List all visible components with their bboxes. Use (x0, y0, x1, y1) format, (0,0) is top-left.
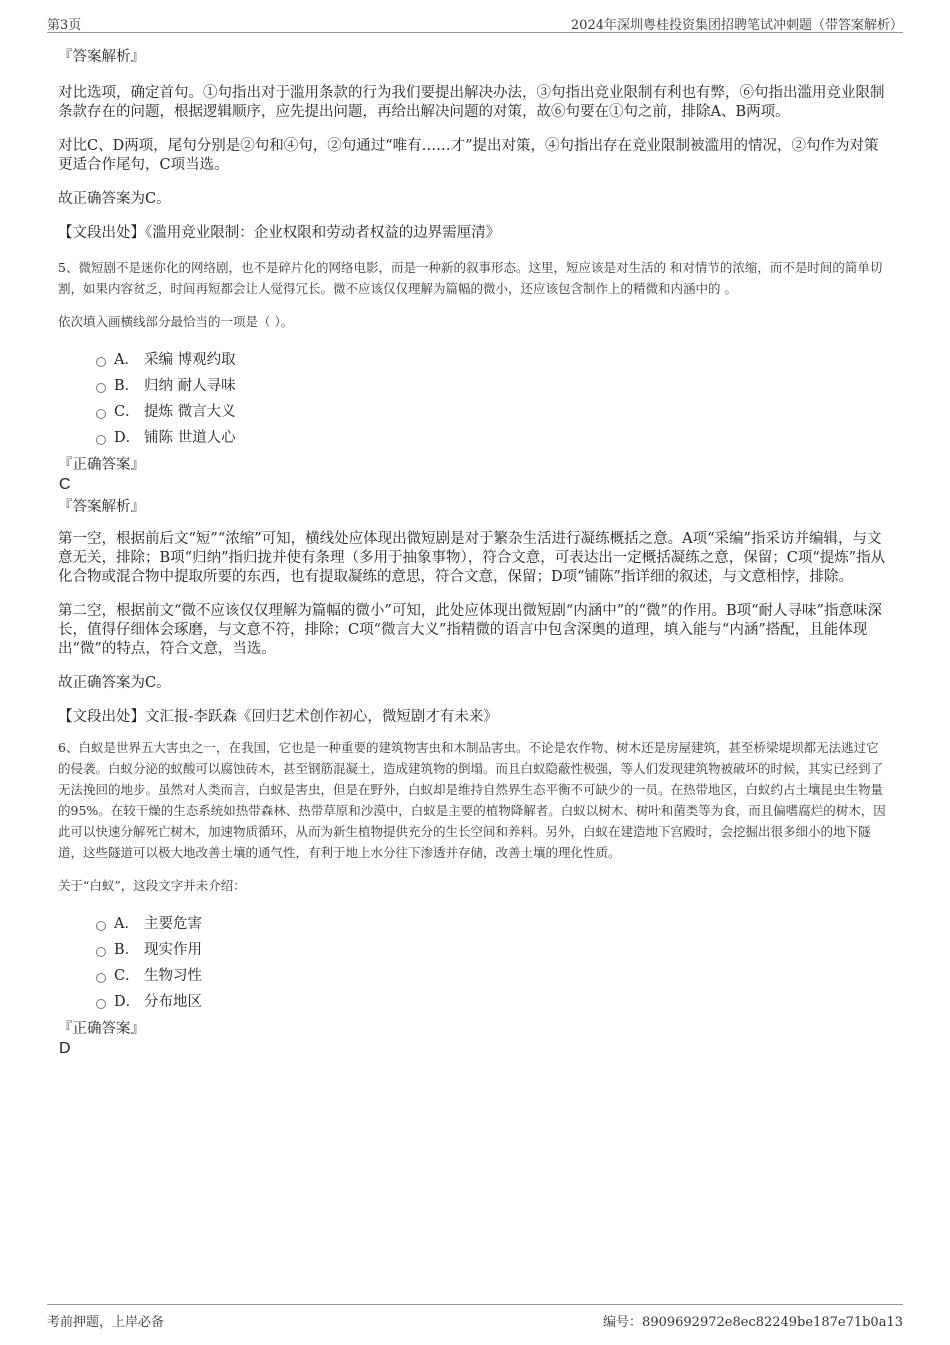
q6-stem: 6、白蚁是世界五大害虫之一，在我国，它也是一种重要的建筑物害虫和木制品害虫。不论是农作物、树木还是房屋建筑，甚至桥梁堤坝都无法逃过它的侵袭。白蚁分泌的蚁酸可以腐蚀砖木，甚至钢筋混凝土，造成建筑物的倒塌。而且白蚁隐蔽性极强，等人们发现建筑物被破坏的时候，其实已经到了无法挽回的地步。虽然对人类而言，白蚁是害虫，但是在野外，白蚁却是维持自然界生态平衡不可缺少的一员。在热带地区，白蚁约占土壤昆虫生物量的95%。在较干燥的生态系统如热带森林、热带草原和沙漠中，白蚁是主要的植物降解者。白蚁以树木、树叶和菌类等为食，而且偏嗜腐烂的树木，因此可以快速分解死亡树木，加速物质循环，从而为新生植物提供充分的生长空间和养料。另外，白蚁在建造地下宫殿时，会挖掘出很多细小的地下隧道，这些隧道可以极大地改善土壤的通气性，有利于地上水分往下渗透并存储，改善土壤的理化性质。 (58, 740, 886, 860)
q5-option-a[interactable]: A． 采编 博观约取 (96, 347, 890, 373)
q4-analysis-label: 『答案解析』 (58, 49, 145, 65)
q5-option-b[interactable]: B． 归纳 耐人寻味 (96, 373, 890, 399)
q4-analysis-para2: 对比C、D两项，尾句分别是②句和④句，②句通过“唯有……才”提出对策，④句指出存在竞业限制被滥用的情况，②句作为对策更适合作尾句，C项当选。 (58, 138, 879, 173)
radio-button-icon[interactable] (96, 435, 106, 445)
page-header (47, 12, 903, 33)
q5-option-c[interactable]: C． 提炼 微言大义 (96, 399, 890, 425)
q5-analysis-para1: 第一空，根据前后文“短”“浓缩”可知，横线处应体现出微短剧是对于繁杂生活进行凝练概括之意。A项“采编”指采访并编辑，与文意无关，排除；B项“归纳”指归拢并使有条理（多用于抽象事物），符合文意，可表达出一定概括凝练之意，保留；C项“提炼”指从化合物或混合物中提取所要的东西，也有提取凝练的意思，符合文意，保留；D项“铺陈”指详细的叙述，与文意相悖，排除。 (58, 531, 886, 585)
q6-option-c[interactable]: C． 生物习性 (96, 963, 890, 989)
q5-source: 【文段出处】文汇报-李跃森《回归艺术创作初心，微短剧才有未来》 (58, 709, 498, 725)
radio-button-icon[interactable] (96, 973, 106, 983)
radio-button-icon[interactable] (96, 921, 106, 931)
q5-stem: 5、微短剧不是迷你化的网络剧，也不是碎片化的网络电影，而是一种新的叙事形态。这里，短应该是对生活的 和对情节的浓缩，而不是时间的简单切割，如果内容贫乏，时间再短都会让人觉得冗长。微不应该仅仅理解为篇幅的微小，还应该包含制作上的精微和内涵中的 。 (58, 260, 883, 296)
q4-source: 【文段出处】《滥用竞业限制：企业权限和劳动者权益的边界需厘清》 (58, 225, 501, 241)
q6-prompt: 关于“白蚁”，这段文字并未介绍： (58, 878, 246, 893)
radio-button-icon[interactable] (96, 357, 106, 367)
footer-slogan: 考前押题，上岸必备 (47, 1315, 165, 1330)
q6-answer-label: 『正确答案』 (58, 1021, 145, 1037)
q5-conclusion: 故正确答案为C。 (58, 675, 171, 691)
q4-conclusion: 故正确答案为C。 (58, 191, 171, 207)
q4-analysis-para1: 对比选项，确定首句。①句指出对于滥用条款的行为我们要提出解决办法，③句指出竞业限制有利也有弊，⑥句指出滥用竞业限制条款存在的问题，根据逻辑顺序，应先提出问题，再给出解决问题的对策，故⑥句要在①句之前，排除A、B两项。 (58, 85, 885, 120)
page-footer (47, 1304, 903, 1330)
q6-option-b[interactable]: B． 现实作用 (96, 937, 890, 963)
page-number: 第3页 (47, 18, 82, 33)
radio-button-icon[interactable] (96, 999, 106, 1009)
q6-options (96, 911, 890, 1015)
document-code: 编号：8909692972e8ec82249be187e71b0a13 (603, 1315, 903, 1330)
q5-prompt: 依次填入画横线部分最恰当的一项是（ ）。 (58, 314, 294, 329)
document-title: 2024年深圳粤桂投资集团招聘笔试冲刺题（带答案解析） (570, 18, 903, 33)
q5-answer-label: 『正确答案』 (58, 457, 145, 473)
q5-analysis-label: 『答案解析』 (58, 499, 145, 515)
q5-option-d[interactable]: D． 铺陈 世道人心 (96, 425, 890, 451)
radio-button-icon[interactable] (96, 383, 106, 393)
q6-answer: D (59, 1040, 71, 1057)
q5-options (96, 347, 890, 451)
q6-option-a[interactable]: A． 主要危害 (96, 911, 890, 937)
q6-option-d[interactable]: D． 分布地区 (96, 989, 890, 1015)
q5-analysis-para2: 第二空，根据前文“微不应该仅仅理解为篇幅的微小”可知，此处应体现出微短剧“内涵中”的“微”的作用。B项“耐人寻味”指意味深长，值得仔细体会琢磨，与文意不符，排除；C项“微言大义”指精微的语言中包含深奥的道理，填入能与“内涵”搭配，且能体现出“微”的特点，符合文意，当选。 (58, 603, 882, 657)
radio-button-icon[interactable] (96, 409, 106, 419)
main-content (58, 44, 890, 1059)
radio-button-icon[interactable] (96, 947, 106, 957)
q5-answer: C (59, 476, 71, 493)
